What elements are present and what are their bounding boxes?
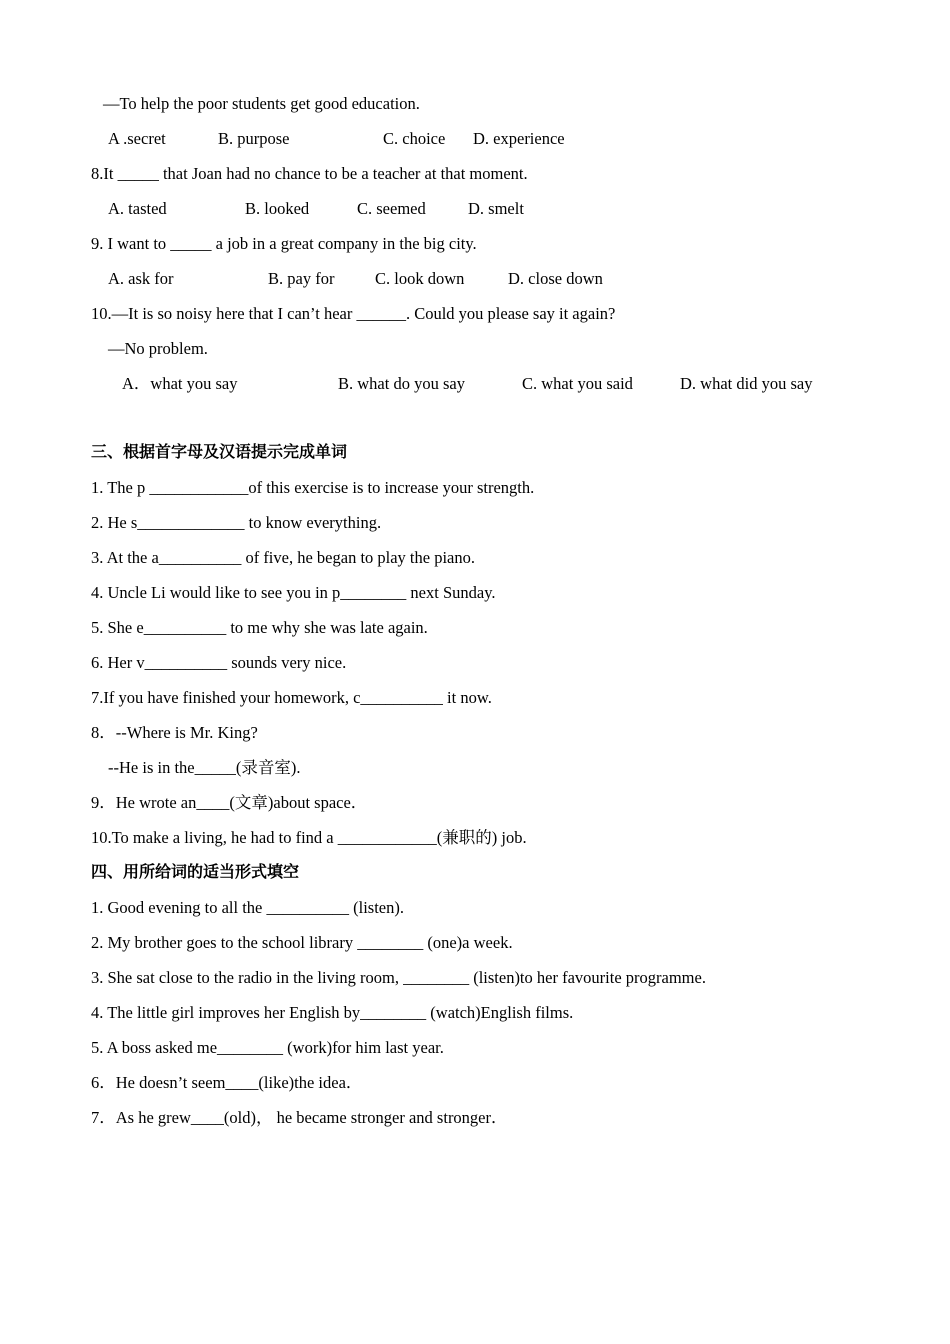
fill-item: 10.To make a living, he had to find a ____________(兼职的) job. [91, 828, 527, 847]
question-line-q8: 8.It _____ that Joan had no chance to be a teacher at that moment. [91, 164, 528, 183]
fill-item: 8．--Where is Mr. King? [91, 723, 258, 742]
section-heading-3: 三、根据首字母及汉语提示完成单词 [91, 444, 348, 461]
question-line-q10: 10.—It is so noisy here that I can’t hear ______. Could you please say it again? [91, 304, 616, 323]
option-a: A. ask for [108, 269, 174, 288]
option-c: C. choice [383, 129, 446, 148]
fill-item: 4. Uncle Li would like to see you in p________ next Sunday. [91, 583, 496, 602]
options-row-q8 [91, 191, 895, 226]
options-row-q7 [91, 121, 895, 156]
reply-line-q10: —No problem. [108, 339, 208, 358]
question-line-q9: 9. I want to _____ a job in a great company in the big city. [91, 234, 477, 253]
fill-item: 2. He s_____________ to know everything. [91, 513, 382, 532]
option-d: D. experience [473, 129, 565, 148]
fill-item: 5. A boss asked me________ (work)for him last year. [91, 1038, 444, 1057]
option-a: A．what you say [122, 374, 238, 393]
option-a: A. tasted [108, 199, 167, 218]
option-c: C. look down [375, 269, 465, 288]
option-b: B. looked [245, 199, 310, 218]
option-a: A .secret [108, 129, 166, 148]
options-row-q10 [91, 366, 895, 401]
option-b: B. what do you say [338, 374, 465, 393]
fill-item: 6. Her v__________ sounds very nice. [91, 653, 347, 672]
fill-item-reply: --He is in the_____(录音室). [108, 758, 301, 777]
fill-item: 7．As he grew____(old)， he became stronger and stronger． [91, 1108, 508, 1127]
option-b: B. pay for [268, 269, 335, 288]
fill-item: 6．He doesn’t seem____(like)the idea． [91, 1073, 363, 1092]
fill-item: 3. She sat close to the radio in the living room, ________ (listen)to her favourite programme. [91, 968, 706, 987]
fill-item: 1. The p ____________of this exercise is to increase your strength. [91, 478, 535, 497]
fill-item: 4. The little girl improves her English by________ (watch)English films. [91, 1003, 574, 1022]
option-d: D. what did you say [680, 374, 813, 393]
option-c: C. seemed [357, 199, 426, 218]
option-c: C. what you said [522, 374, 633, 393]
fill-item: 1. Good evening to all the __________ (listen). [91, 898, 404, 917]
fill-item: 9．He wrote an____(文章)about space． [91, 793, 368, 812]
section-heading-4: 四、用所给词的适当形式填空 [91, 864, 300, 881]
option-b: B. purpose [218, 129, 290, 148]
option-d: D. close down [508, 269, 603, 288]
fill-item: 2. My brother goes to the school library ________ (one)a week. [91, 933, 513, 952]
answer-line: —To help the poor students get good education. [103, 94, 420, 113]
option-d: D. smelt [468, 199, 524, 218]
fill-item: 5. She e__________ to me why she was late again. [91, 618, 428, 637]
fill-item: 3. At the a__________ of five, he began to play the piano. [91, 548, 475, 567]
fill-item: 7.If you have finished your homework, c__________ it now. [91, 688, 492, 707]
options-row-q9 [91, 261, 895, 296]
